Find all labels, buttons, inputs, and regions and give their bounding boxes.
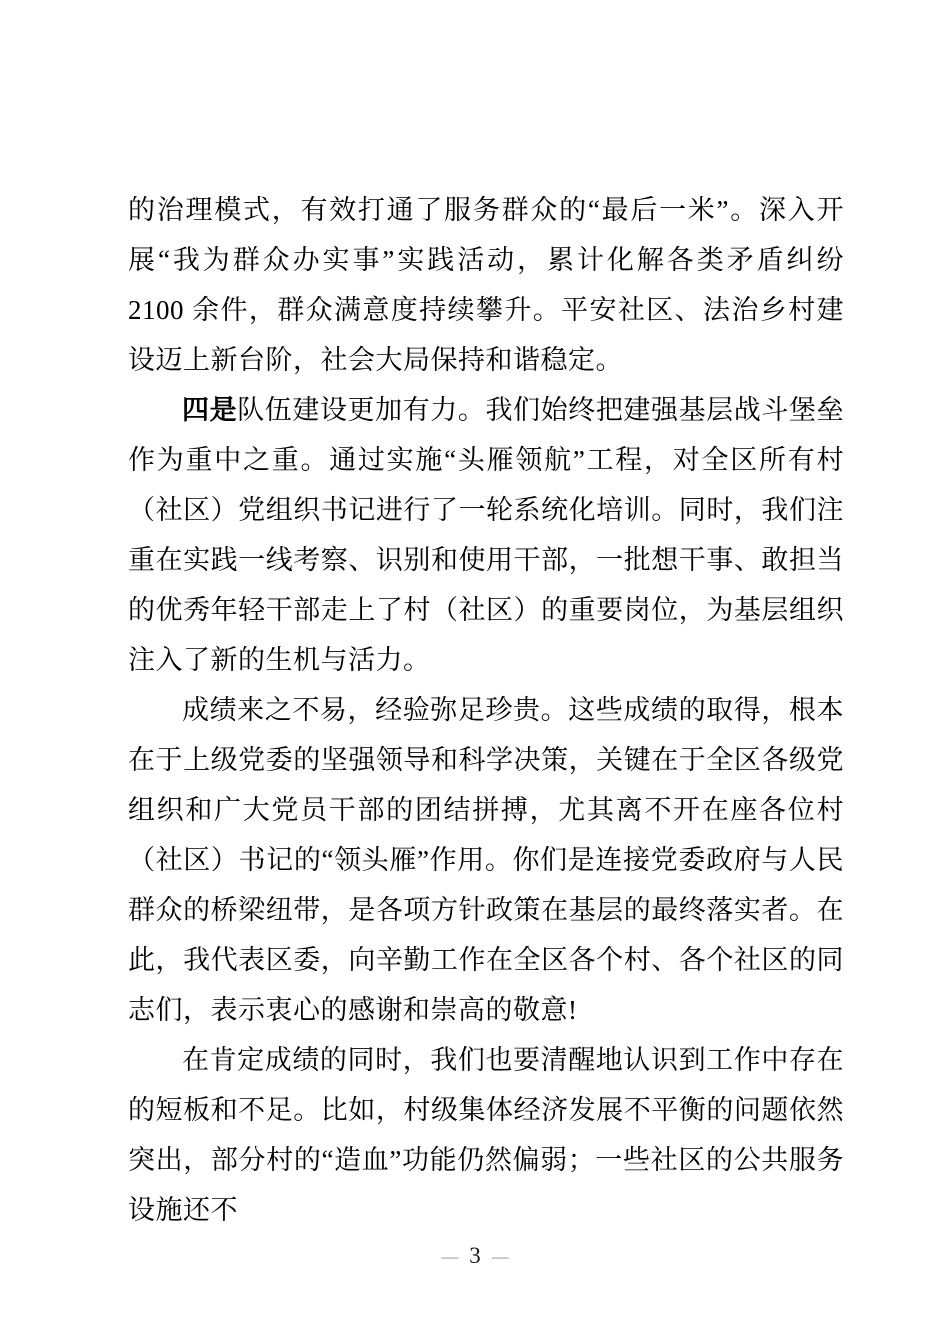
paragraph <box>128 185 844 385</box>
paragraph <box>128 385 844 685</box>
footer-left-dash: — <box>441 1246 459 1266</box>
footer-right-dash: — <box>491 1246 509 1266</box>
paragraph-lead-emphasis: 四是 <box>182 395 238 425</box>
paragraph-text: 的治理模式，有效打通了服务群众的“最后一米”。深入开展“我为群众办实事”实践活动，累计化解各类矛盾纠纷 2100 余件，群众满意度持续攀升。平安社区、法治乡村建设迈上新台阶，社会大局保持和谐稳定。 <box>128 195 844 375</box>
paragraph <box>128 1035 844 1235</box>
page-number: 3 <box>469 1242 481 1268</box>
paragraph-text: 成绩来之不易，经验弥足珍贵。这些成绩的取得，根本在于上级党委的坚强领导和科学决策，关键在于全区各级党组织和广大党员干部的团结拼搏，尤其离不开在座各位村（社区）书记的“领头雁”作用。你们是连接党委政府与人民群众的桥梁纽带，是各项方针政策在基层的最终落实者。在此，我代表区委，向辛勤工作在全区各个村、各个社区的同志们，表示衷心的感谢和崇高的敬意! <box>128 695 844 1025</box>
page-footer <box>0 1238 950 1272</box>
document-body <box>128 185 844 1235</box>
paragraph-text: 队伍建设更加有力。我们始终把建强基层战斗堡垒作为重中之重。通过实施“头雁领航”工程，对全区所有村（社区）党组织书记进行了一轮系统化培训。同时，我们注重在实践一线考察、识别和使用干部，一批想干事、敢担当的优秀年轻干部走上了村（社区）的重要岗位，为基层组织注入了新的生机与活力。 <box>128 395 845 675</box>
paragraph-text: 在肯定成绩的同时，我们也要清醒地认识到工作中存在的短板和不足。比如，村级集体经济发展不平衡的问题依然突出，部分村的“造血”功能仍然偏弱；一些社区的公共服务设施还不 <box>128 1045 844 1225</box>
paragraph <box>128 685 844 1035</box>
